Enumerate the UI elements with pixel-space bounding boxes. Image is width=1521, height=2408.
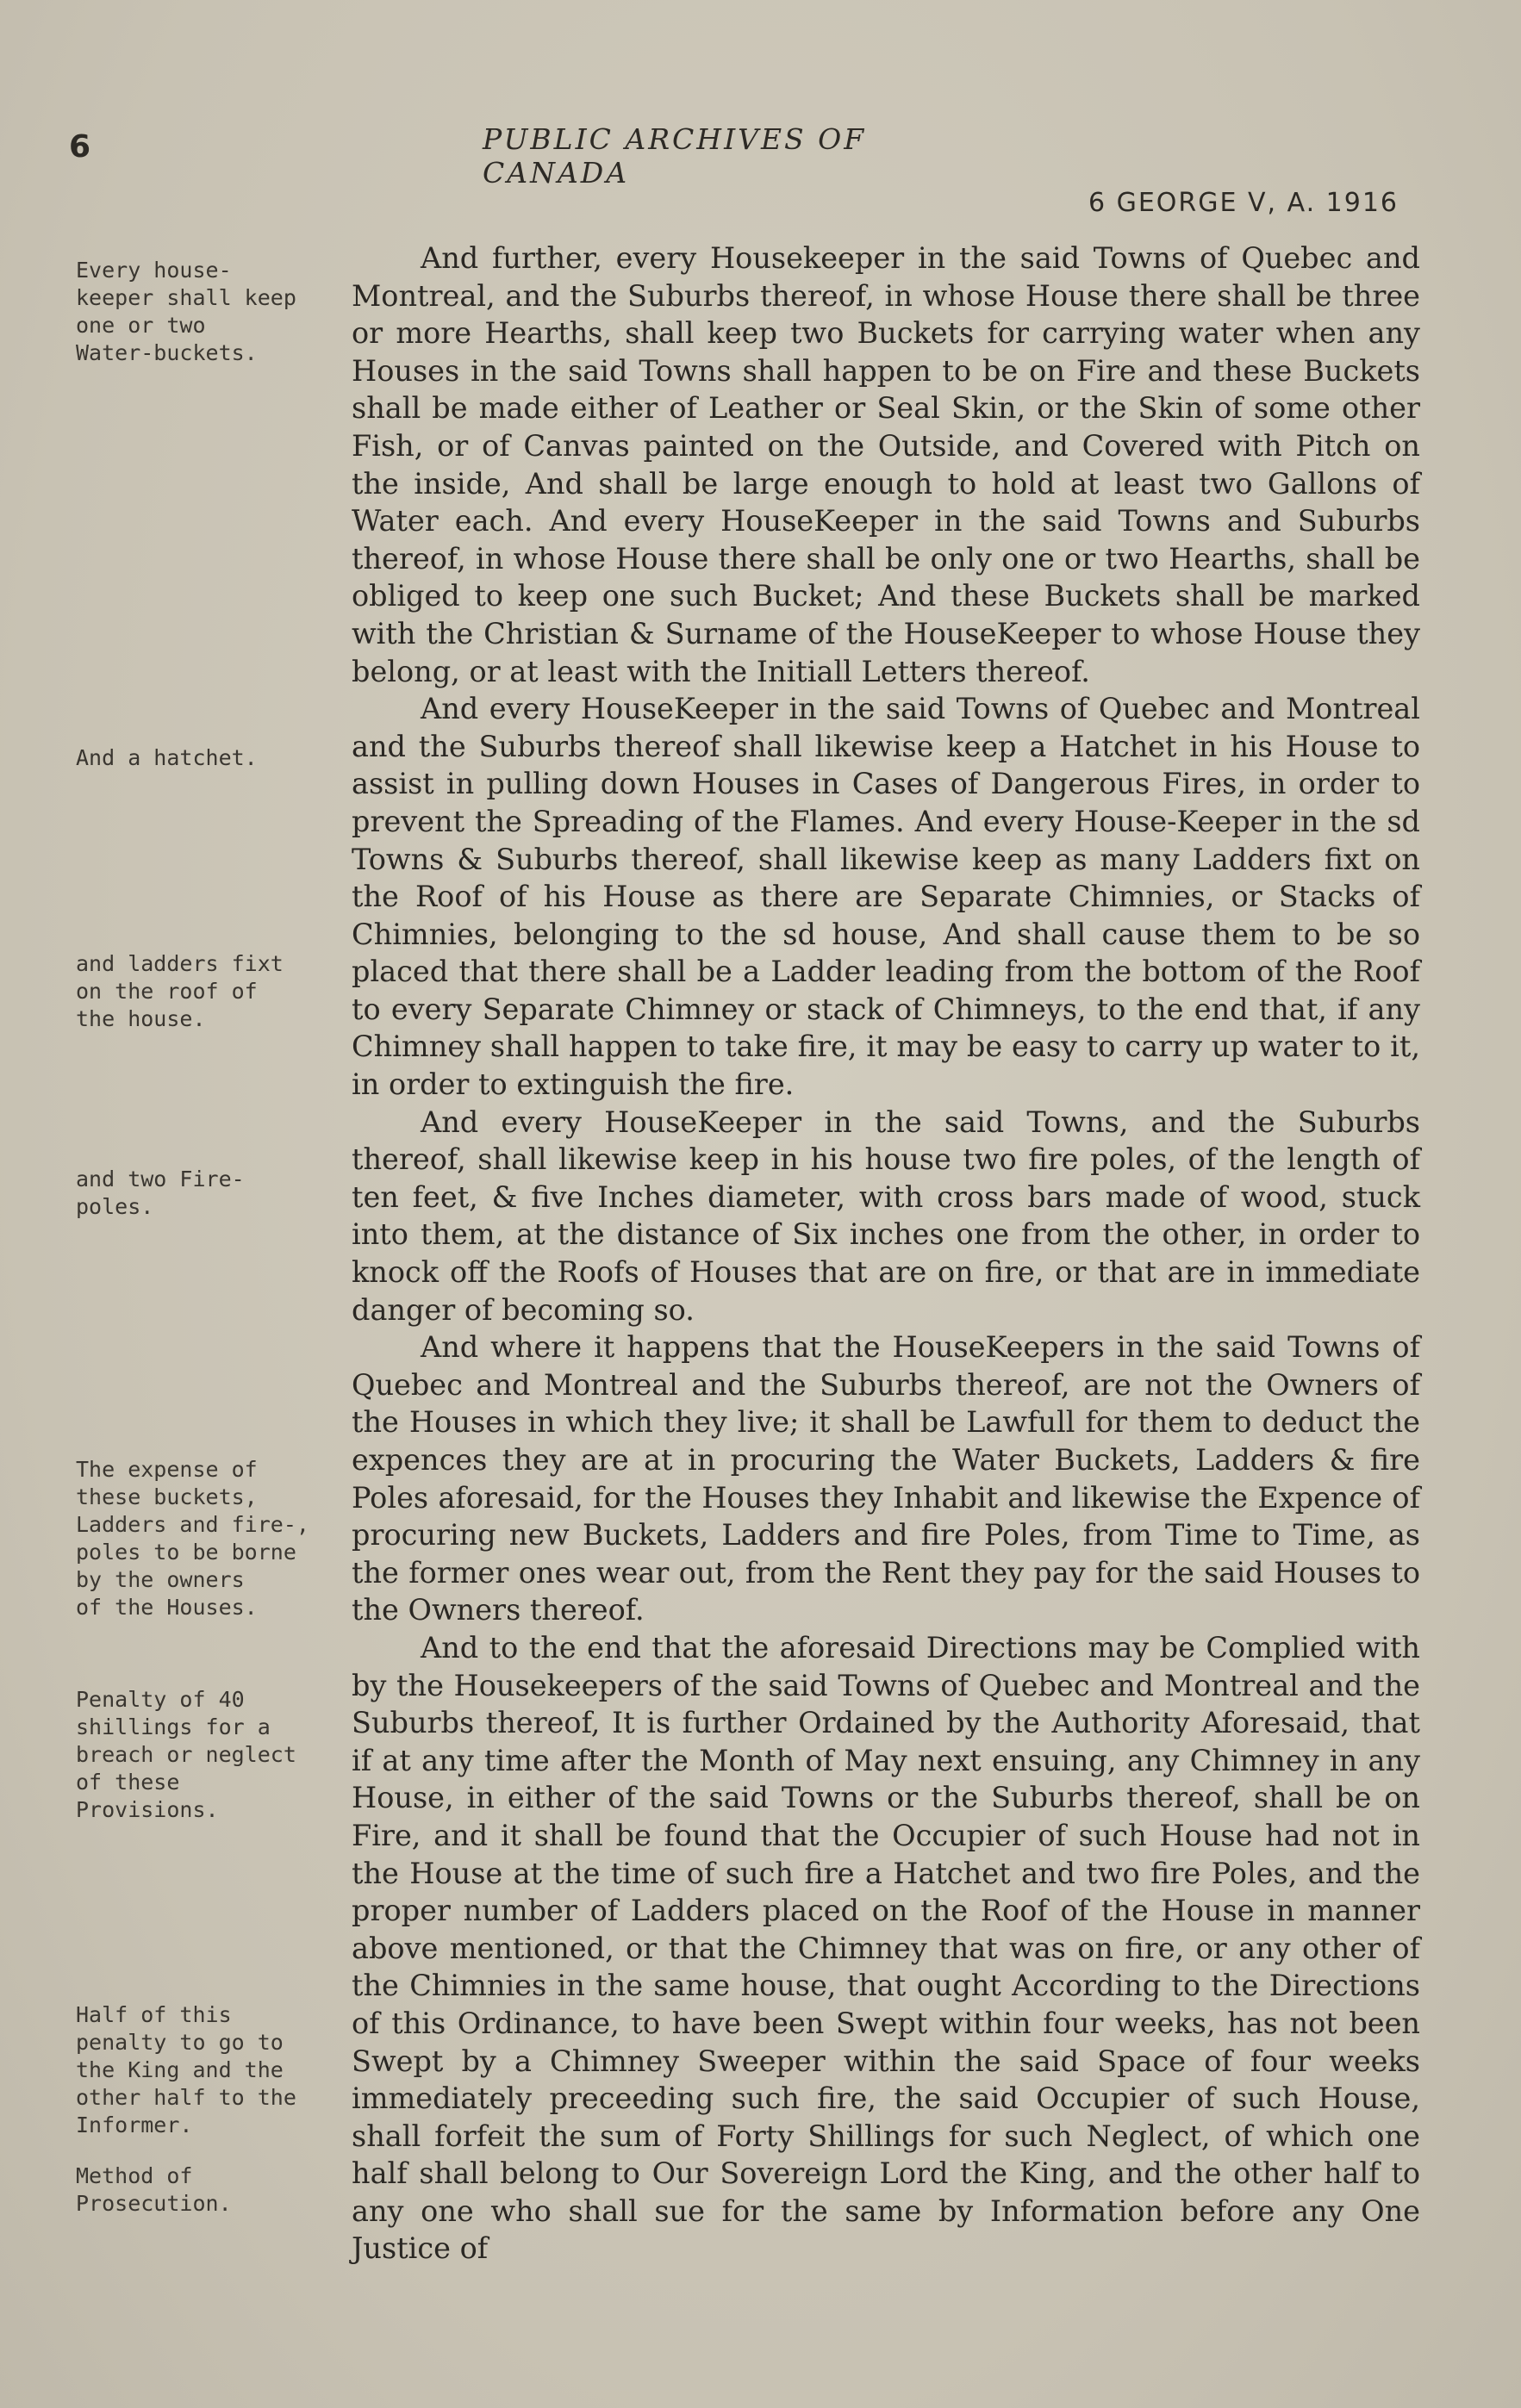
session-line: 6 GEORGE V, A. 1916 (1088, 188, 1399, 218)
margin-note: Half of this penalty to go to the King and the other half to the Informer. (76, 2002, 296, 2137)
margin-note: And a hatchet. (76, 745, 258, 770)
margin-note: Penalty of 40 shillings for a breach or neglect of these Provisions. (76, 1687, 296, 1822)
margin-note: and ladders fixt on the roof of the house. (76, 951, 284, 1031)
page-number: 6 (69, 129, 91, 165)
paragraph: And further, every Housekeeper in the said Towns of Quebec and Montreal, and the Suburbs thereof, in whose House there shall be three or more Hearths, shall keep two Buckets for carrying water when any Houses in the said Towns shall happen to be on Fire and these Buckets shall be made either of Leather or Seal Skin, or the Skin of some other Fish, or of Canvas painted on the Outside, and Covered with Pitch on the inside, And shall be large enough to hold at least two Gallons of Water each. And every HouseKeeper in the said Towns and Suburbs thereof, in whose House there shall be only one or two Hearths, shall be obliged to keep one such Bucket; And these Buckets shall be marked with the Christian & Surname of the HouseKeeper to whose House they belong, or at least with the Initiall Letters thereof. (352, 241, 1420, 688)
paragraph: And every HouseKeeper in the said Towns of Quebec and Montreal and the Suburbs thereof shall likewise keep a Hatchet in his House to assist in pulling down Houses in Cases of Dangerous Fires, in order to prevent the Spreading of the Flames. And every House-Keeper in the sd Towns & Suburbs thereof, shall likewise keep as many Ladders fixt on the Roof of his House as there are Separate Chimnies, or Stacks of Chimnies, belonging to the sd house, And shall cause them to be so placed that there shall be a Ladder leading from the bottom of the Roof to every Separate Chimney or stack of Chimneys, to the end that, if any Chimney shall happen to take fire, it may be easy to carry up water to it, in order to extinguish the fire. (352, 692, 1420, 1102)
margin-note: Every house- keeper shall keep one or two Water-buckets. (76, 258, 296, 365)
paragraph: And to the end that the aforesaid Directions may be Complied with by the Housekeepers of the said Towns of Quebec and Montreal and the Suburbs thereof, It is further Ordained by the Authority Aforesaid, that if at any time after the Month of May next ensuing, any Chimney in any House, in either of the said Towns or the Suburbs thereof, shall be on Fire, and it shall be found that the Occupier of such House had not in the House at the time of such fire a Hatchet and two fire Poles, and the proper number of Ladders placed on the Roof of the House in manner above mentioned, or that the Chimney that was on fire, or any other of the Chimnies in the same house, that ought According to the Directions of this Ordinance, to have been Swept within four weeks, has not been Swept by a Chimney Sweeper within the said Space of four weeks immediately preceeding such fire, the said Occupier of such House, shall forfeit the sum of Forty Shillings for such Neglect, of which one half shall belong to Our Sovereign Lord the King, and the other half to any one who shall sue for the same by Information before any One Justice of (352, 1630, 1420, 2266)
running-head: PUBLIC ARCHIVES OF CANADA (483, 122, 867, 190)
body-text (352, 240, 1420, 2268)
margin-note: Method of Prosecution. (76, 2163, 232, 2216)
margin-note: The expense of these buckets, Ladders and fire-, poles to be borne by the owners of the Houses. (76, 1457, 309, 1620)
paragraph: And every HouseKeeper in the said Towns, and the Suburbs thereof, shall likewise keep in his house two fire poles, of the length of ten feet, & five Inches diameter, with cross bars made of wood, stuck into them, at the distance of Six inches one from the other, in order to knock off the Roofs of Houses that are on fire, or that are in immediate danger of becoming so. (352, 1104, 1420, 1327)
margin-note: and two Fire- poles. (76, 1167, 245, 1219)
paragraph: And where it happens that the HouseKeepers in the said Towns of Quebec and Montreal and the Suburbs thereof, are not the Owners of the Houses in which they live; it shall be Lawfull for them to deduct the expences they are at in procuring the Water Buckets, Ladders & fire Poles aforesaid, for the Houses they Inhabit and likewise the Expence of procuring new Buckets, Ladders and fire Poles, from Time to Time, as the former ones wear out, from the Rent they pay for the said Houses to the Owners thereof. (352, 1330, 1420, 1627)
